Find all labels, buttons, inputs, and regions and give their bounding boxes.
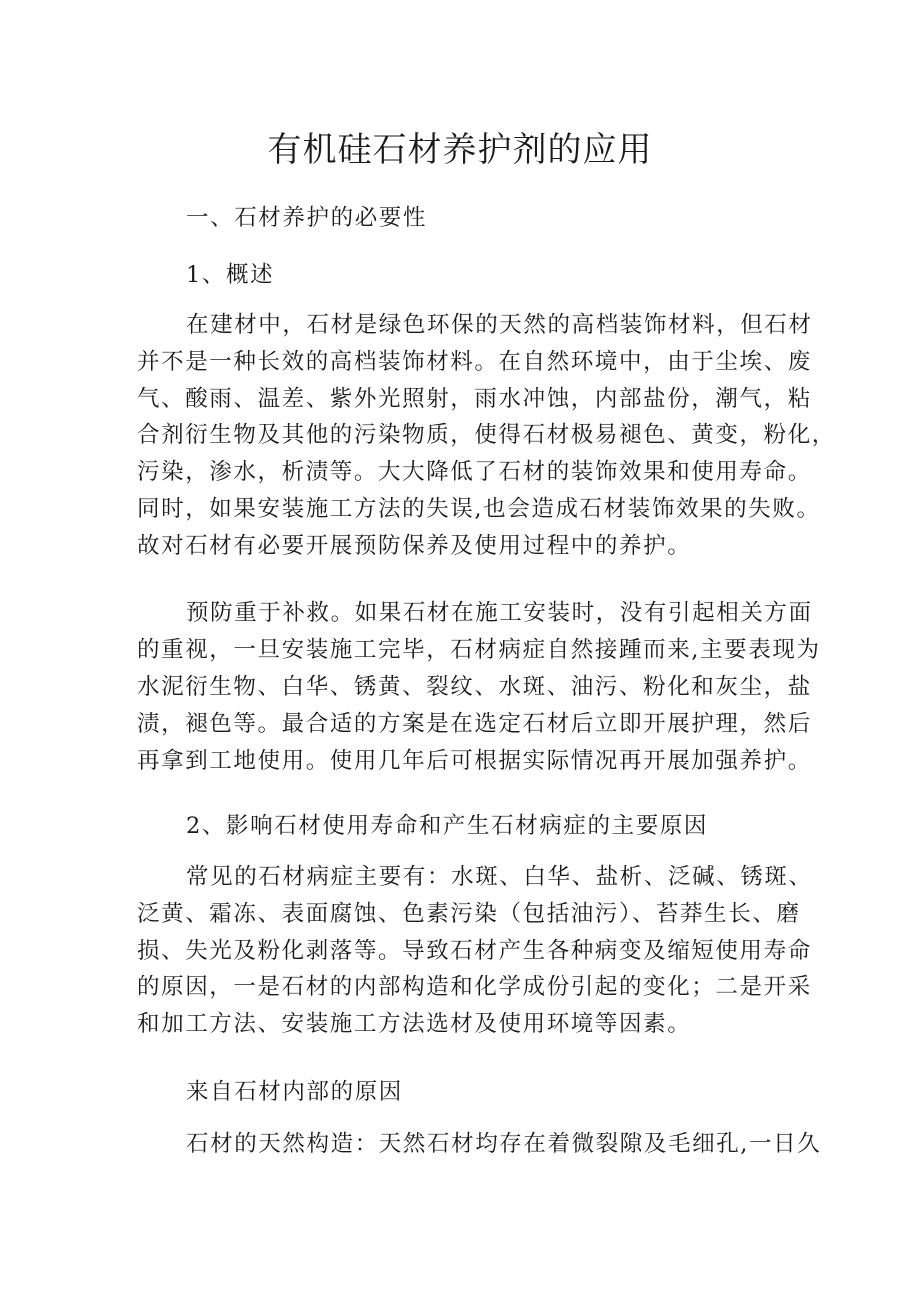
paragraph-line: 预防重于补救。如果石材在施工安装时，没有引起相关方面 <box>186 600 813 626</box>
paragraph-line: 渍，褪色等。最合适的方案是在选定石材后立即开展护理，然后 <box>137 711 812 737</box>
paragraph-line: 泛黄、霜冻、表面腐蚀、色素污染（包括油污）、苔莽生长、磨 <box>137 901 801 927</box>
paragraph-line: 气、酸雨、温差、紫外光照射，雨水冲蚀，内部盐份，潮气，粘 <box>137 386 812 412</box>
paragraph-line: 损、失光及粉化剥落等。导致石材产生各种病变及缩短使用寿命 <box>137 938 812 964</box>
document-title: 有机硅石材养护剂的应用 <box>267 130 653 170</box>
paragraph-line: 同时，如果安装施工方法的失误,也会造成石材装饰效果的失败。 <box>137 496 821 522</box>
paragraph-line: 的原因，一是石材的内部构造和化学成份引起的变化；二是开采 <box>137 974 812 1000</box>
paragraph-line: 石材的天然构造：天然石材均存在着微裂隙及毛细孔,一日久 <box>186 1131 822 1157</box>
subsection-heading: 2、影响石材使用寿命和产生石材病症的主要原因 <box>186 813 709 839</box>
paragraph-line: 合剂衍生物及其他的污染物质，使得石材极易褪色、黄变，粉化， <box>137 422 836 448</box>
subsection-heading: 来自石材内部的原因 <box>186 1079 403 1105</box>
paragraph-line: 水泥衍生物、白华、锈黄、裂纹、水斑、油污、粉化和灰尘，盐 <box>137 674 812 700</box>
paragraph-line: 的重视，一旦安装施工完毕，石材病症自然接踵而来,主要表现为 <box>137 637 821 663</box>
paragraph-line: 并不是一种长效的高档装饰材料。在自然环境中，由于尘埃、废 <box>137 349 812 375</box>
paragraph-line: 再拿到工地使用。使用几年后可根据实际情况再开展加强养护。 <box>137 748 812 774</box>
paragraph-line: 污染，渗水，析渍等。大大降低了石材的装饰效果和使用寿命。 <box>137 459 812 485</box>
paragraph-line: 故对石材有必要开展预防保养及使用过程中的养护。 <box>137 533 692 559</box>
paragraph-line: 常见的石材病症主要有：水斑、白华、盐析、泛碱、锈斑、 <box>186 864 813 890</box>
subsection-heading: 1、概述 <box>186 262 275 288</box>
section-heading: 一、石材养护的必要性 <box>186 205 428 231</box>
paragraph-line: 在建材中，石材是绿色环保的天然的高档装饰材料，但石材 <box>186 312 813 338</box>
paragraph-line: 和加工方法、安装施工方法选材及使用环境等因素。 <box>137 1011 692 1037</box>
